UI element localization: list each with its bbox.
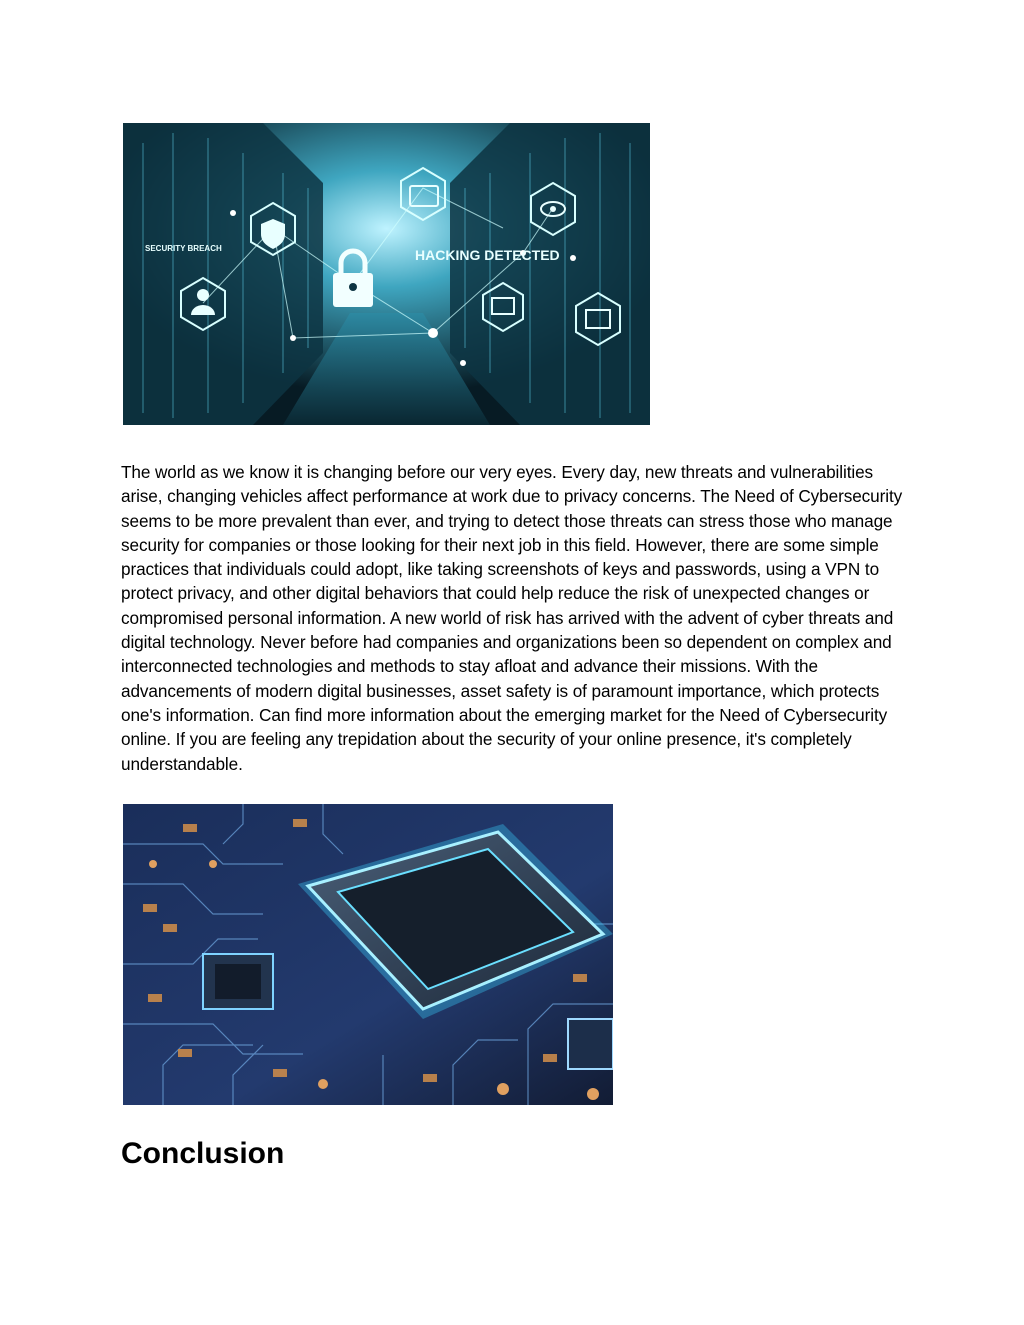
conclusion-heading: Conclusion (121, 1137, 285, 1170)
hacking-detected-label: HACKING DETECTED (415, 247, 560, 263)
circuit-board-illustration (123, 804, 613, 1105)
body-paragraph: The world as we know it is changing before our very eyes. Every day, new threats and vulnerabilities arise, changing vehicles affect performance at work due to privacy concerns. The Need of Cybersecurity seems to be more prevalent than ever, and trying to detect those threats can stress those who manage security for companies or those looking for their next job in this field. However, there are some simple practices that individuals could adopt, like taking screenshots of keys and passwords, using a VPN to protect privacy, and other digital behaviors that could help reduce the risk of unexpected changes or compromised personal information. A new world of risk has arrived with the advent of cyber threats and digital technology. Never before had companies and organizations been so dependent on complex and interconnected technologies and methods to stay afloat and advance their missions. With the advancements of modern digital businesses, asset safety is of paramount importance, which protects one's information. Can find more information about the emerging market for the Need of Cybersecurity online. If you are feeling any trepidation about the security of your online presence, it's completely understandable. (121, 462, 903, 774)
server-room-illustration (123, 123, 650, 425)
security-breach-label: SECURITY BREACH (145, 244, 222, 253)
circuit-board-image (123, 804, 613, 1105)
server-room-security-image (123, 123, 650, 425)
